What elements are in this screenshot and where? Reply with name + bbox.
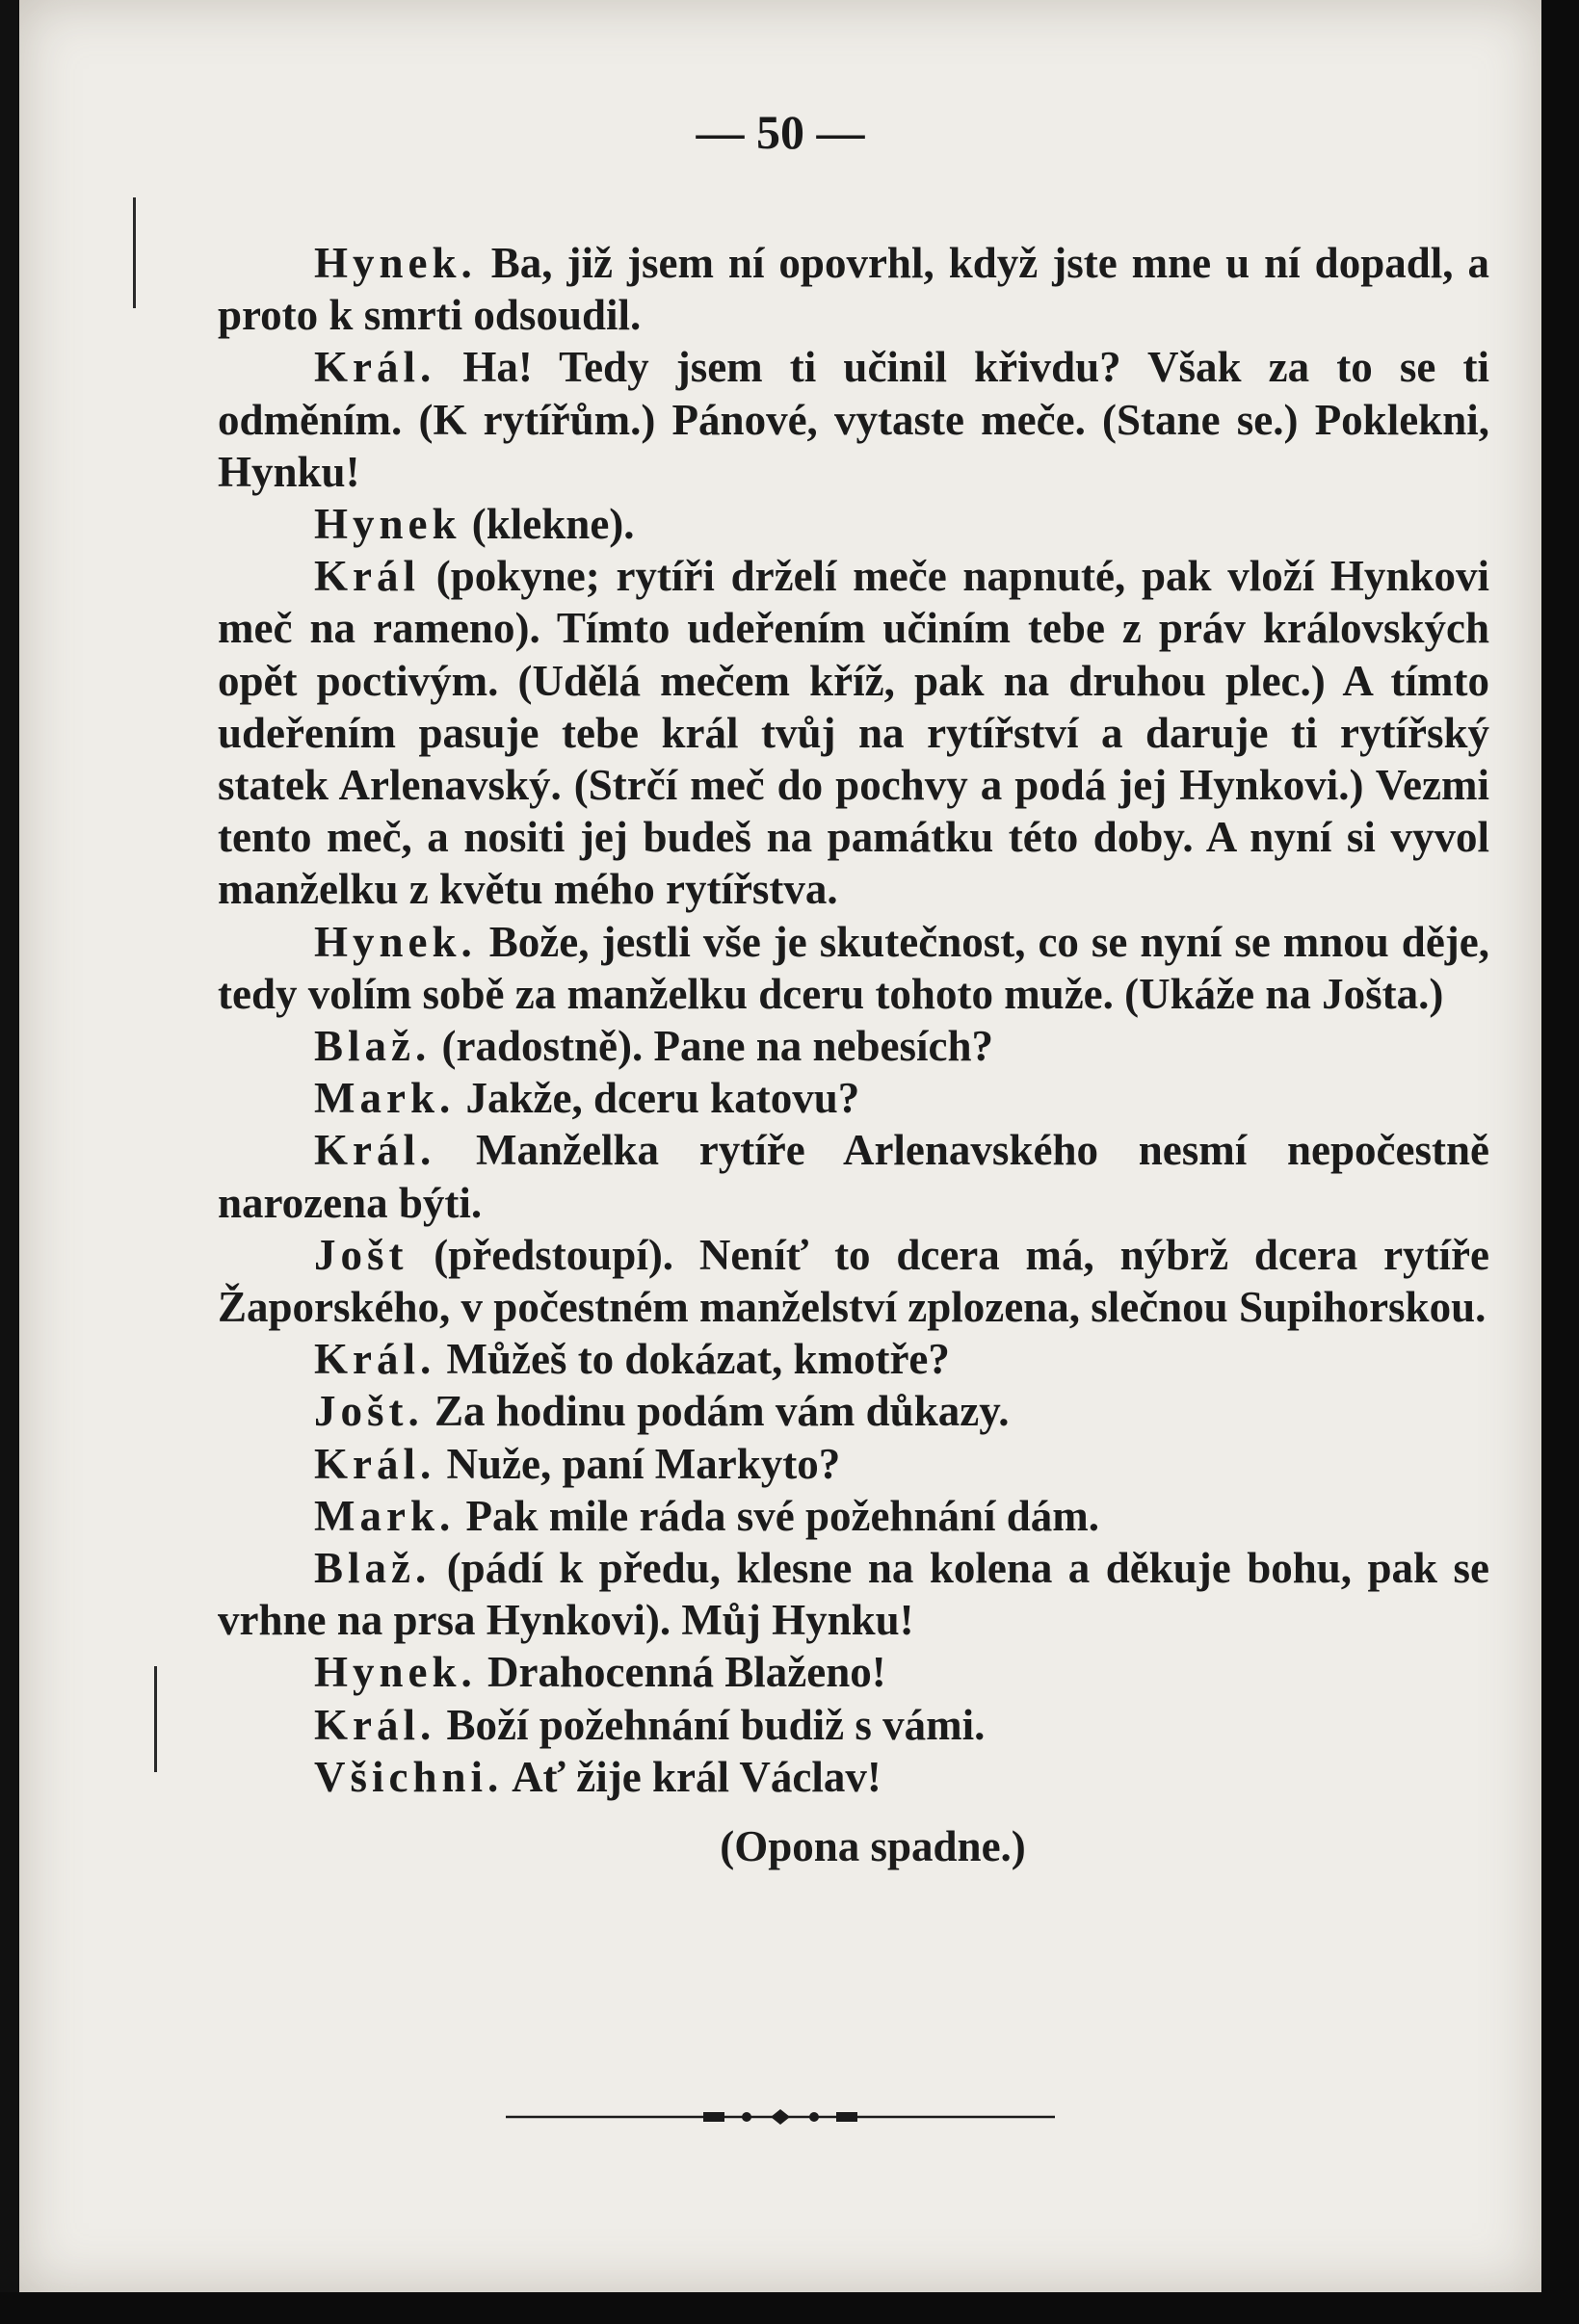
speaker: Blaž.	[314, 1022, 432, 1071]
line-text: (klekne).	[461, 500, 635, 549]
speaker: Král.	[314, 1126, 436, 1175]
line-text: (pádí k předu, klesne na kolena a děkuje bohu, pak se vrhne na prsa Hynkovi). Můj Hynku!	[218, 1544, 1489, 1645]
line-text: Boží požehnání budiž s vámi.	[435, 1700, 986, 1749]
line-text: Ať žije král Václav!	[503, 1752, 882, 1801]
speaker: Král.	[314, 343, 436, 392]
dialogue-line	[218, 237, 1489, 341]
dialogue-line	[218, 498, 1489, 550]
speaker: Jošt.	[314, 1387, 424, 1436]
dialogue-line	[218, 1333, 1489, 1385]
dialogue-line	[218, 1438, 1489, 1490]
line-text: Drahocenná Blaženo!	[476, 1648, 886, 1697]
speaker: Mark.	[314, 1074, 456, 1123]
scan-border-right	[1541, 0, 1579, 2324]
speaker: Král.	[314, 1335, 436, 1384]
speaker: Král.	[314, 1700, 436, 1749]
dialogue-line	[218, 1229, 1489, 1333]
dialogue-line	[218, 916, 1489, 1020]
speaker: Král.	[314, 1439, 436, 1488]
stage-direction-closing: (Opona spadne.)	[720, 1822, 1026, 1871]
dialogue-line	[218, 1020, 1489, 1072]
dialogue-line	[218, 1490, 1489, 1542]
dialogue-line	[218, 1072, 1489, 1124]
dialogue-line	[218, 1699, 1489, 1751]
speaker: Mark.	[314, 1491, 456, 1540]
speaker: Hynek	[314, 500, 461, 549]
line-text: Ha! Tedy jsem ti učinil křivdu? Však za to se ti odměním. (K rytířům.) Pánové, vytaste meče. (Stane se.) Poklekni, Hynku!	[218, 343, 1489, 496]
line-text: Jakže, dceru katovu?	[455, 1074, 860, 1123]
line-text: (předstoupí). Neníť to dcera má, nýbrž dcera rytíře Žaporského, v počestném manželství zplozena, slečnou Supihorskou.	[218, 1230, 1489, 1332]
page-number: — 50 —	[696, 105, 865, 159]
line-text: Můžeš to dokázat, kmotře?	[435, 1335, 950, 1384]
speaker: Blaž.	[314, 1544, 432, 1593]
dialogue-line	[218, 1751, 1489, 1803]
speaker: Jošt	[314, 1230, 408, 1279]
line-text: Manželka rytíře Arlenavského nesmí nepočestně narozena býti.	[218, 1126, 1489, 1227]
speaker: Král	[314, 552, 420, 601]
line-text: (pokyne; rytíři drželí meče napnuté, pak vloží Hynkovi meč na rameno). Tímto udeřením učiním tebe z práv královských opět poctivým. (Udělá mečem kříž, pak na druhou plec.) A tímto udeřením pasuje tebe král tvůj na rytířství a daruje ti rytířský statek Arlenavský. (Strčí meč do pochvy a podá jej Hynkovi.) Vezmi tento meč, a nositi jej budeš na památku této doby. A nyní si vyvol manželku z květu mého rytířstva.	[218, 552, 1489, 914]
speaker: Hynek.	[314, 239, 477, 287]
dialogue-line	[218, 1385, 1489, 1437]
speaker: Všichni.	[314, 1752, 504, 1801]
line-text: (radostně). Pane na nebesích?	[431, 1022, 993, 1071]
line-text: Bože, jestli vše je skutečnost, co se nyní se mnou děje, tedy volím sobě za manželku dceru tohoto muže. (Ukáže na Jošta.)	[218, 917, 1489, 1018]
line-text: Ba, již jsem ní opovrhl, když jste mne u ní dopadl, a proto k smrti odsoudil.	[218, 239, 1489, 340]
dialogue-line	[218, 1542, 1489, 1646]
dialogue-line	[218, 341, 1489, 498]
scan-border-bottom	[0, 2292, 1579, 2324]
ornament-divider	[506, 2107, 1055, 2127]
line-text: Za hodinu podám vám důkazy.	[423, 1387, 1010, 1436]
speaker: Hynek.	[314, 917, 477, 966]
dialogue-line	[218, 1646, 1489, 1698]
play-text	[218, 237, 1489, 1872]
line-text: Nuže, paní Markyto?	[435, 1439, 841, 1488]
margin-scratch	[133, 197, 136, 308]
dialogue-line	[218, 550, 1489, 915]
speaker: Hynek.	[314, 1648, 477, 1697]
margin-scratch	[154, 1666, 157, 1772]
line-text: Pak mile ráda své požehnání dám.	[455, 1491, 1100, 1540]
dialogue-line	[218, 1124, 1489, 1228]
book-page	[19, 0, 1541, 2292]
